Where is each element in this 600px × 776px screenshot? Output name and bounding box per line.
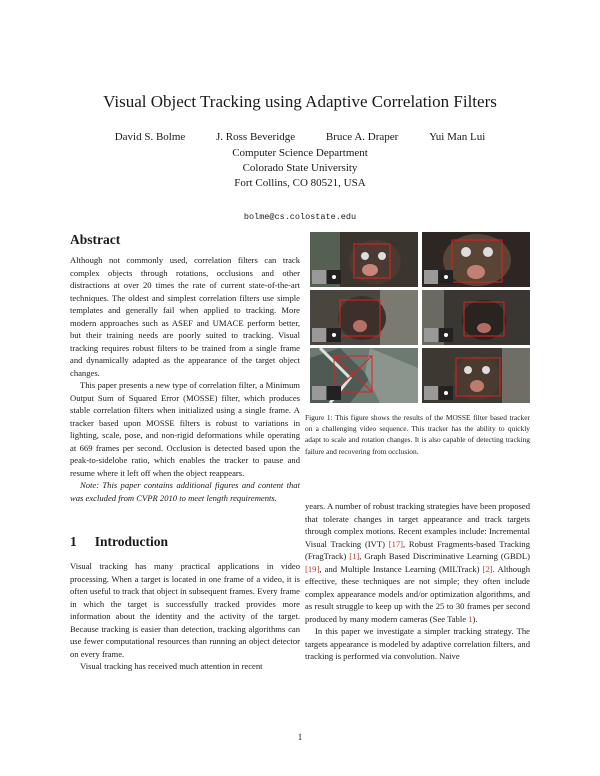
figure-1-caption: Figure 1: This figure shows the results of the MOSSE filter based tracker on a challenging video sequence. This tracker has the ability to quickly adapt to scale and rotation changes. It is also capable of detecting tracking failure and recovering from occlusion.: [305, 413, 530, 456]
citation-link[interactable]: [2]: [482, 563, 493, 574]
author-name: David S. Bolme: [114, 131, 186, 143]
right-column-body: [305, 500, 530, 663]
introduction-body: [70, 560, 300, 673]
abstract-body: [70, 254, 300, 504]
tracking-frame: [422, 290, 530, 345]
body-paragraph: Visual tracking has received much attention in recent: [80, 661, 263, 671]
section-number: 1: [70, 534, 77, 549]
affiliation-line: Colorado State University: [242, 162, 358, 174]
figure-1-image-grid: [310, 232, 530, 404]
author-name: Yui Man Lui: [429, 131, 486, 143]
table-reference-link[interactable]: 1: [468, 613, 473, 624]
body-paragraph: In this paper we investigate a simpler tracking strategy. The targets appearance is modeled by adaptive correlation filters, and tracking is performed via convolution. Naive: [305, 626, 530, 661]
author-name: Bruce A. Draper: [325, 131, 399, 143]
text-run: , Robust Fragments-based Tracking (FragTrack): [305, 538, 531, 561]
text-run: . Although effective, these techniques are not simple; they often include complex appearance models and/or optimization algorithms, and as result struggle to keep up with the 25 to 30 frames per second produced by many modern cameras (See Table: [305, 563, 530, 624]
tracking-frame: [422, 348, 530, 403]
abstract-note: Note: This paper contains additional figures and content that was excluded from CVPR 2010 to meet length requirements.: [70, 480, 300, 503]
author-name: J. Ross Beveridge: [216, 131, 296, 143]
page-number: 1: [297, 732, 303, 742]
body-paragraph: [305, 500, 530, 625]
tracking-frame: [422, 232, 530, 287]
text-run: years. A number of robust tracking strategies have been proposed that tolerate changes in target appearance and track targets through complex motions. Recent examples include: Incremental Visual Tracking (IVT): [305, 501, 530, 549]
text-run: ).: [472, 613, 478, 624]
text-run: , Graph Based Discriminative Learning (GBDL): [359, 551, 531, 561]
abstract-paragraph: This paper presents a new type of correlation filter, a Minimum Output Sum of Squared Error (MOSSE) filter, which produces stable correlation filters when initialized using a single frame. A tracker based upon MOSSE filters is robust to variations in lighting, scale, pose, and non-rigid deformations while operating at 669 frames per second. Occlusion is detected based upon the peak-to-sidelobe ratio, which enables the tracker to pause and resume where it left off when the object reappears.: [70, 380, 300, 478]
text-run: , and Multiple Instance Learning (MILTrack): [319, 563, 483, 574]
author-email[interactable]: bolme@cs.colostate.edu: [243, 212, 357, 222]
affiliation-line: Fort Collins, CO 80521, USA: [234, 177, 366, 189]
tracking-frame: [310, 232, 418, 287]
body-paragraph: Visual tracking has many practical applications in video processing. When a target is located in one frame of a video, it is often useful to track that object in subsequent frames. Every frame in which the target is successfully tracked provides more information about the identity and the activity of the target. Because tracking is easier than detection, tracking algorithms can use fewer computational resources than running an object detector on every frame.: [70, 561, 300, 659]
section-heading-introduction: [70, 534, 168, 550]
citation-link[interactable]: [19]: [305, 563, 320, 574]
tracking-frame: [310, 348, 418, 403]
citation-link[interactable]: [17]: [388, 538, 404, 549]
paper-title: Visual Object Tracking using Adaptive Correlation Filters: [103, 92, 497, 111]
section-title: Introduction: [94, 534, 169, 549]
tracking-frame: [310, 290, 418, 345]
abstract-heading: Abstract: [70, 232, 121, 247]
abstract-paragraph: Although not commonly used, correlation filters can track complex objects through rotations, occlusions and other distractions at over 20 times the rate of current state-of-the-art techniques. The oldest and simplest correlation filters use simple templates and generally fail when applied to tracking. More modern approaches such as ASEF and UMACE perform better, but their training needs are poorly suited to tracking. Visual tracking requires robust filters to be trained from a single frame and dynamically adapted as the appearance of the target object changes.: [70, 255, 300, 378]
citation-link[interactable]: [1]: [349, 551, 360, 561]
author-list: [0, 131, 600, 143]
affiliation-line: Computer Science Department: [232, 147, 368, 159]
